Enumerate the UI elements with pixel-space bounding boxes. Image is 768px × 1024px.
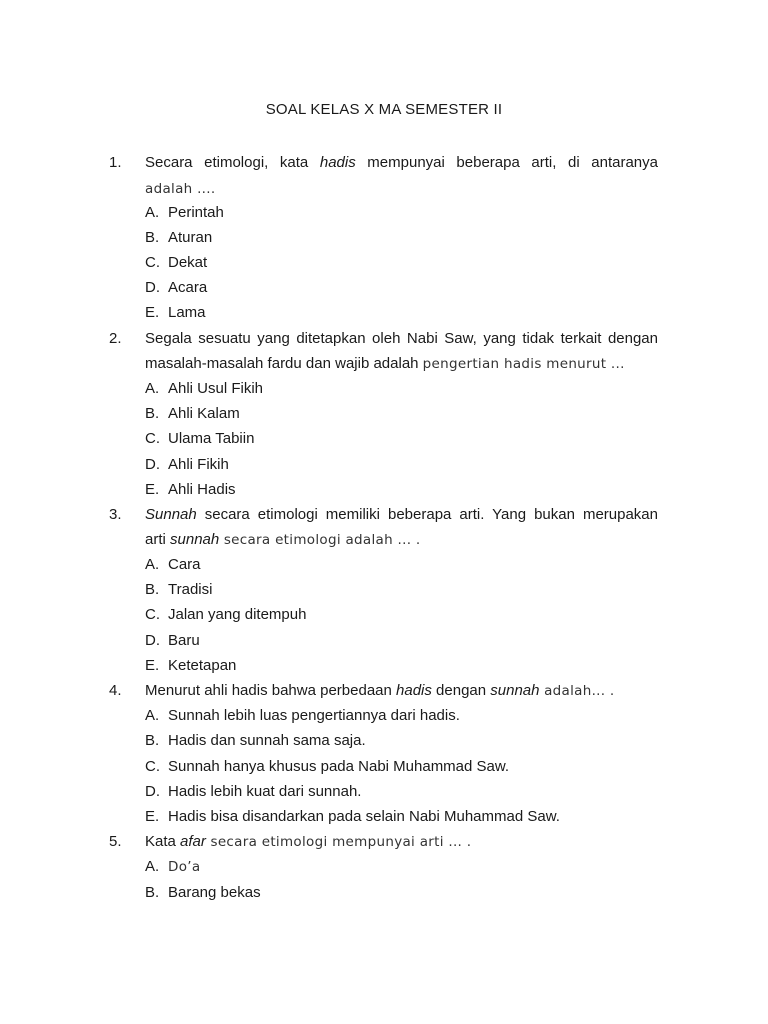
question-2-option-d: [145, 456, 229, 473]
question-text: adalah ....: [145, 181, 216, 197]
question-5-number: 5.: [109, 833, 122, 850]
question-3-number: 3.: [109, 506, 122, 523]
option-text: Ulama Tabiin: [168, 430, 255, 447]
question-term-hadis: hadis: [396, 682, 432, 699]
question-text: adalah... .: [539, 683, 615, 699]
option-letter: A.: [145, 204, 160, 221]
question-text: dengan: [431, 682, 491, 699]
question-1-text-line-2: [145, 180, 658, 197]
question-1-option-b: [145, 229, 212, 246]
question-text: secara etimologi adalah ... .: [219, 532, 421, 548]
option-text: Acara: [168, 279, 208, 296]
question-1-option-e: [145, 304, 206, 321]
option-letter: C.: [145, 606, 160, 623]
question-5-text-line-1: [145, 833, 658, 850]
question-text: Segala sesuatu yang ditetapkan oleh Nabi Saw, yang tidak terkait dengan: [145, 330, 658, 347]
option-text: Lama: [168, 304, 206, 321]
question-text: secara etimologi memiliki beberapa arti. Yang bukan merupakan: [196, 506, 658, 523]
option-text: Hadis dan sunnah sama saja.: [168, 732, 366, 749]
question-term-hadis: hadis: [319, 154, 356, 171]
question-2-option-c: [145, 430, 254, 447]
question-5-option-b: [145, 884, 261, 901]
question-term-sunnah: sunnah: [170, 531, 220, 548]
question-1-text-line-1: [145, 154, 658, 171]
question-1-number: 1.: [109, 154, 122, 171]
option-letter: C.: [145, 430, 160, 447]
question-2-option-e: [145, 481, 236, 498]
option-text: Tradisi: [168, 581, 213, 598]
option-text: Jalan yang ditempuh: [168, 606, 307, 623]
option-letter: B.: [145, 581, 160, 598]
question-2-text-line-1: [145, 330, 658, 347]
option-letter: B.: [145, 732, 160, 749]
question-3-option-c: [145, 606, 306, 623]
option-text: Perintah: [168, 204, 224, 221]
option-letter: A.: [145, 380, 160, 397]
question-2-text-line-2: [145, 355, 658, 372]
option-letter: D.: [145, 456, 160, 473]
question-4-option-b: [145, 732, 366, 749]
page-title: SOAL KELAS X MA SEMESTER II: [265, 101, 503, 118]
option-text: Hadis lebih kuat dari sunnah.: [168, 783, 362, 800]
question-3-option-b: [145, 581, 212, 598]
question-text: Kata: [145, 833, 181, 850]
option-text: Ahli Fikih: [168, 456, 229, 473]
option-letter: E.: [145, 304, 160, 321]
option-letter: D.: [145, 783, 160, 800]
option-letter: D.: [145, 279, 160, 296]
question-4-text-line-1: [145, 682, 658, 699]
option-letter: A.: [145, 556, 160, 573]
option-text: Do’a: [168, 859, 201, 875]
question-3-option-a: [145, 556, 201, 573]
option-letter: B.: [145, 405, 160, 422]
option-text: Baru: [168, 632, 200, 649]
question-text: Secara etimologi, kata: [145, 154, 320, 171]
option-text: Cara: [168, 556, 201, 573]
option-text: Ahli Hadis: [168, 481, 236, 498]
question-text: pengertian hadis menurut ...: [422, 356, 625, 372]
question-1-option-c: [145, 254, 207, 271]
question-5-option-a: [145, 858, 200, 875]
question-1-option-d: [145, 279, 207, 296]
option-letter: C.: [145, 758, 160, 775]
question-text: masalah-masalah fardu dan wajib adalah: [145, 355, 423, 372]
question-3-text-line-1: [145, 506, 658, 523]
question-2-option-a: [145, 380, 263, 397]
question-1-option-a: [145, 204, 224, 221]
question-3-text-line-2: [145, 531, 658, 548]
option-letter: B.: [145, 229, 160, 246]
question-4-number: 4.: [109, 682, 122, 699]
question-4-option-d: [145, 783, 361, 800]
option-letter: A.: [145, 707, 160, 724]
option-text: Ketetapan: [168, 657, 237, 674]
question-term-sunnah: sunnah: [490, 682, 540, 699]
option-text: Ahli Usul Fikih: [168, 380, 264, 397]
question-4-option-c: [145, 758, 509, 775]
question-text: arti: [145, 531, 171, 548]
option-letter: E.: [145, 808, 160, 825]
option-letter: B.: [145, 884, 160, 901]
option-text: Ahli Kalam: [168, 405, 240, 422]
option-text: Barang bekas: [168, 884, 261, 901]
question-text: Menurut ahli hadis bahwa perbedaan: [145, 682, 397, 699]
option-letter: E.: [145, 657, 160, 674]
question-2-number: 2.: [109, 330, 122, 347]
option-letter: D.: [145, 632, 160, 649]
option-text: Sunnah hanya khusus pada Nabi Muhammad Saw.: [168, 758, 510, 775]
option-text: Hadis bisa disandarkan pada selain Nabi Muhammad Saw.: [168, 808, 560, 825]
question-2-option-b: [145, 405, 240, 422]
question-term-afar: afar: [180, 833, 206, 850]
option-text: Aturan: [168, 229, 213, 246]
option-text: Dekat: [168, 254, 208, 271]
option-letter: C.: [145, 254, 160, 271]
option-text: Sunnah lebih luas pengertiannya dari hadis.: [168, 707, 460, 724]
question-text: secara etimologi mempunyai arti ... .: [205, 834, 472, 850]
question-4-option-e: [145, 808, 560, 825]
question-term-sunnah: Sunnah: [145, 506, 197, 523]
option-letter: A.: [145, 858, 160, 875]
question-3-option-e: [145, 657, 236, 674]
option-letter: E.: [145, 481, 160, 498]
question-text: mempunyai beberapa arti, di antaranya: [355, 154, 658, 171]
question-3-option-d: [145, 632, 200, 649]
question-4-option-a: [145, 707, 460, 724]
